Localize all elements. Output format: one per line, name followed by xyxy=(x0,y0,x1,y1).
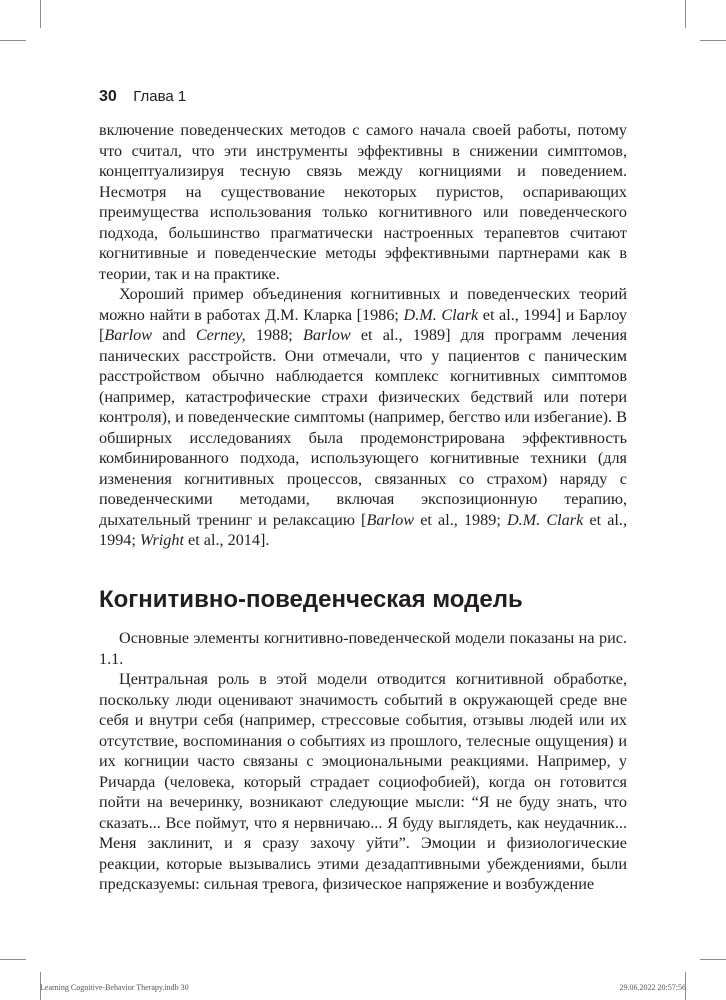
paragraph-1: включение поведенческих методов с самого начала своей работы, потому что считал, что эти инструменты эффективны в снижении симптомов, концептуализируя тесную связь между когнициями и поведением. Несмотря на существование некоторых пуристов, оспаривающих преимущества использования только когнитивного или поведенческого подхода, большинство прагматически настроенных терапевтов считают когнитивные и поведенческие методы эффективными партнерами как в теории, так и на практике. xyxy=(99,121,627,283)
chapter-label: Глава 1 xyxy=(133,88,187,105)
crop-mark xyxy=(0,959,26,960)
paragraph-2: Хороший пример объединения когнитивных и поведенческих теорий можно найти в работах Д.М. Кларка [1986; D.M. Clark et al., 1994] и Барлоу [Barlow and Cerney, 1988; Barlow et al., 1989] для программ лечения панических расстройств. Они отмечали, что у пациентов с паническим расстройством обычно наблюдается комплекс когнитивных симптомов (например, катастрофические страхи физических бедствий или потери контроля), и поведенческие симптомы (например, бегство или избегание). В обширных исследованиях была продемонстрирована эффективность комбинированного подхода, использующего когнитивные техники (для изменения когнитивных процессов, связанных со страхом) наряду с поведенческими методами, включая экспозиционную терапию, дыхательный тренинг и релаксацию [Barlow et al., 1989; D.M. Clark et al., 1994; Wright et al., 2014]. xyxy=(99,285,628,549)
crop-mark xyxy=(685,0,686,28)
crop-mark xyxy=(700,40,726,41)
paragraph-4: Центральная роль в этой модели отводится когнитивной обработке, поскольку люди оценивают значимость событий в окружающей среде вне себя и внутри себя (например, стрессовые события, отзывы людей или их отсутствие, воспоминания о событиях из прошлого, телесные ощущения) и их когниции часто связаны с эмоциональными реакциями. Например, у Ричарда (человека, который страдает социофобией), когда он готовится пойти на вечеринку, возникают следующие мысли: “Я не буду знать, что сказать... Все поймут, что я нервничаю... Я буду выглядеть, как неудачник... Меня заклинит, и я сразу захочу уйти”. Эмоции и физиологические реакции, которые вызывались этими дезадаптивными убеждениями, были предсказуемы: сильная тревога, физическое напряжение и возбуждение xyxy=(99,670,627,893)
running-head xyxy=(99,88,186,106)
body-section-1 xyxy=(99,120,627,551)
footer-timestamp: 29.06.2022 20:57:56 xyxy=(619,983,686,992)
footer-file: Learning Cognitive-Behavior Therapy.indb 30 xyxy=(40,983,189,992)
crop-mark xyxy=(40,0,41,28)
page-number: 30 xyxy=(99,88,117,105)
paragraph-3: Основные элементы когнитивно-поведенческой модели показаны на рис. 1.1. xyxy=(99,629,627,668)
section-heading: Когнитивно-поведенческая модель xyxy=(99,586,523,613)
crop-mark xyxy=(0,40,26,41)
crop-mark xyxy=(700,959,726,960)
body-section-2 xyxy=(99,628,627,895)
